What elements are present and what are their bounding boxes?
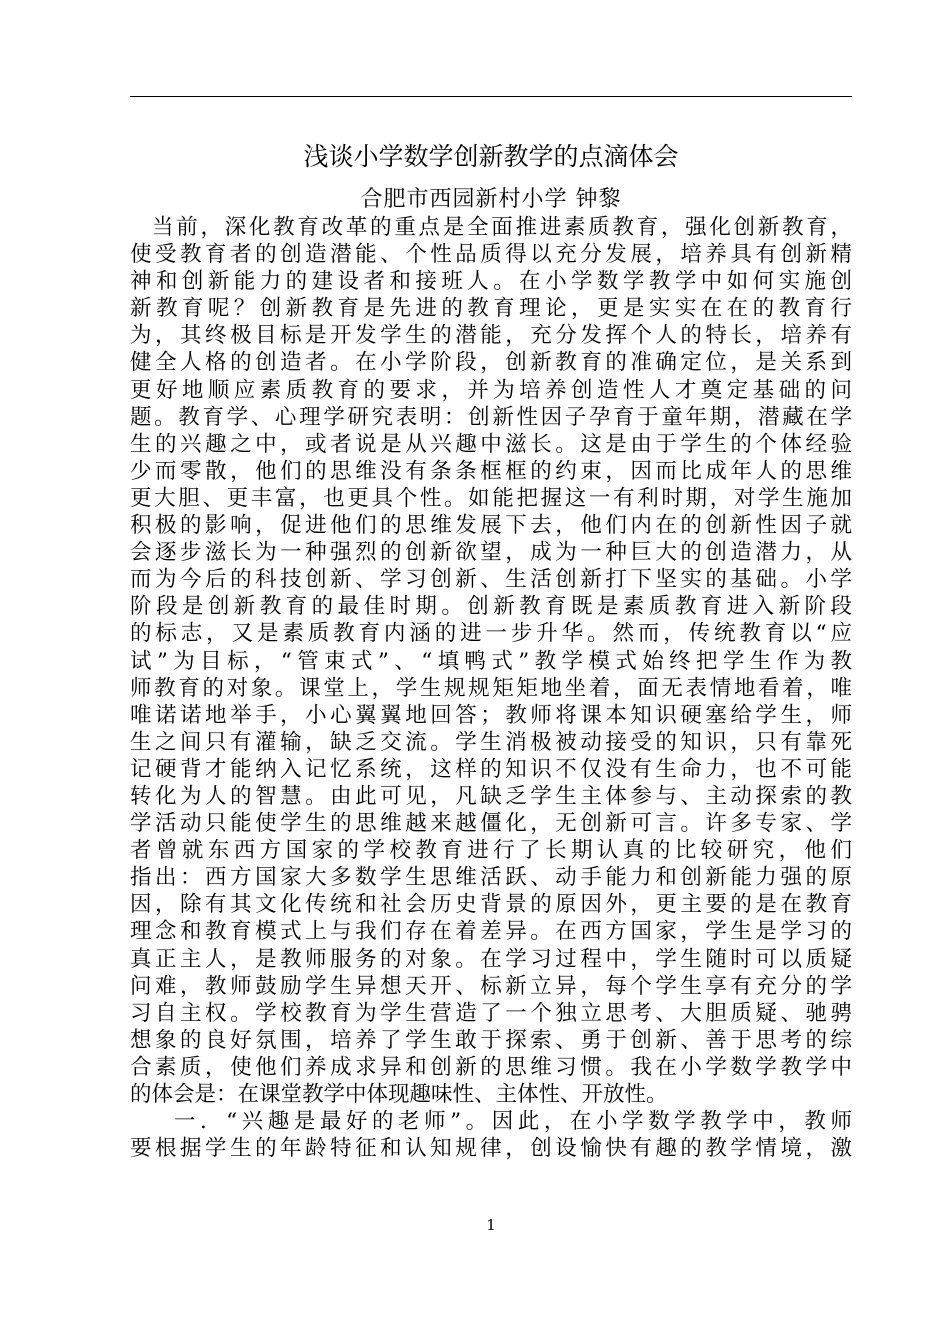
body-line: 因，除有其文化传统和社会历史背景的原因外，更主要的是在教育 <box>130 892 852 918</box>
body-line: 健全人格的创造者。在小学阶段，创新教育的准确定位，是关系到 <box>130 350 852 376</box>
body-line: 少而零散，他们的思维没有条条框框的约束，因而比成年人的思维 <box>130 458 852 484</box>
body-line: 真正主人，是教师服务的对象。在学习过程中，学生随时可以质疑 <box>130 946 852 972</box>
body-line: 理念和教育模式上与我们存在着差异。在西方国家，学生是学习的 <box>130 919 852 945</box>
body-line: 学活动只能使学生的思维越来越僵化，无创新可言。许多专家、学 <box>130 811 852 837</box>
body-line: 的标志，又是素质教育内涵的进一步升华。然而，传统教育以“应 <box>130 621 852 647</box>
body-line: 神和创新能力的建设者和接班人。在小学数学教学中如何实施创 <box>130 269 852 295</box>
body-line: 者曾就东西方国家的学校教育进行了长期认真的比较研究，他们 <box>130 838 852 864</box>
body-line: 使受教育者的创造潜能、个性品质得以充分发展，培养具有创新精 <box>130 242 852 268</box>
document-title: 浅谈小学数学创新教学的点滴体会 <box>303 142 679 171</box>
body-line: 而为今后的科技创新、学习创新、生活创新打下坚实的基础。小学 <box>130 567 852 593</box>
body-line: 会逐步滋长为一种强烈的创新欲望，成为一种巨大的创造潜力，从 <box>130 540 852 566</box>
body-line: 更好地顺应素质教育的要求，并为培养创造性人才奠定基础的问 <box>130 377 852 403</box>
page-number: 1 <box>486 1216 496 1234</box>
body-line: 习自主权。学校教育为学生营造了一个独立思考、大胆质疑、驰骋 <box>130 1000 852 1026</box>
body-line: 记硬背才能纳入记忆系统，这样的知识不仅没有生命力，也不可能 <box>130 756 852 782</box>
body-line: 题。教育学、心理学研究表明：创新性因子孕育于童年期，潜藏在学 <box>130 404 852 430</box>
document-author: 合肥市西园新村小学 钟黎 <box>360 187 622 212</box>
body-line: 新教育呢？创新教育是先进的教育理论，更是实实在在的教育行 <box>130 296 852 322</box>
body-line: 师教育的对象。课堂上，学生规规矩矩地坐着，面无表情地看着，唯 <box>130 675 852 701</box>
body-line: 指出：西方国家大多数学生思维活跃、动手能力和创新能力强的原 <box>130 865 852 891</box>
body-line: 问难，教师鼓励学生异想天开、标新立异，每个学生享有充分的学 <box>130 973 852 999</box>
body-line: 阶段是创新教育的最佳时期。创新教育既是素质教育进入新阶段 <box>130 594 852 620</box>
body-line: 为，其终极目标是开发学生的潜能，充分发挥个人的特长，培养有 <box>130 323 852 349</box>
body-line: 唯诺诺地举手，小心翼翼地回答；教师将课本知识硬塞给学生，师 <box>130 702 852 728</box>
body-line: 的体会是：在课堂教学中体现趣味性、主体性、开放性。 <box>130 1082 668 1107</box>
document-body <box>130 214 852 1162</box>
body-line: 生之间只有灌输，缺乏交流。学生消极被动接受的知识，只有靠死 <box>130 729 852 755</box>
body-line: 积极的影响，促进他们的思维发展下去，他们内在的创新性因子就 <box>130 513 852 539</box>
body-line: 试”为目标，“管束式”、“填鸭式”教学模式始终把学生作为教 <box>130 648 852 674</box>
body-line: 更大胆、更丰富，也更具个性。如能把握这一有利时期，对学生施加 <box>130 485 852 511</box>
body-line: 当前，深化教育改革的重点是全面推进素质教育，强化创新教育， <box>152 215 852 240</box>
body-line: 想象的良好氛围，培养了学生敢于探索、勇于创新、善于思考的综 <box>130 1027 852 1053</box>
body-line: 要根据学生的年龄特征和认知规律，创设愉快有趣的教学情境，激 <box>130 1136 852 1162</box>
body-line: 合素质，使他们养成求异和创新的思维习惯。我在小学数学教学中 <box>130 1054 852 1080</box>
body-line: 一．“兴趣是最好的老师”。因此，在小学数学教学中，教师 <box>174 1109 852 1135</box>
body-line: 生的兴趣之中，或者说是从兴趣中滋长。这是由于学生的个体经验 <box>130 431 852 457</box>
header-rule <box>130 96 852 97</box>
body-line: 转化为人的智慧。由此可见，凡缺乏学生主体参与、主动探索的教 <box>130 783 852 809</box>
